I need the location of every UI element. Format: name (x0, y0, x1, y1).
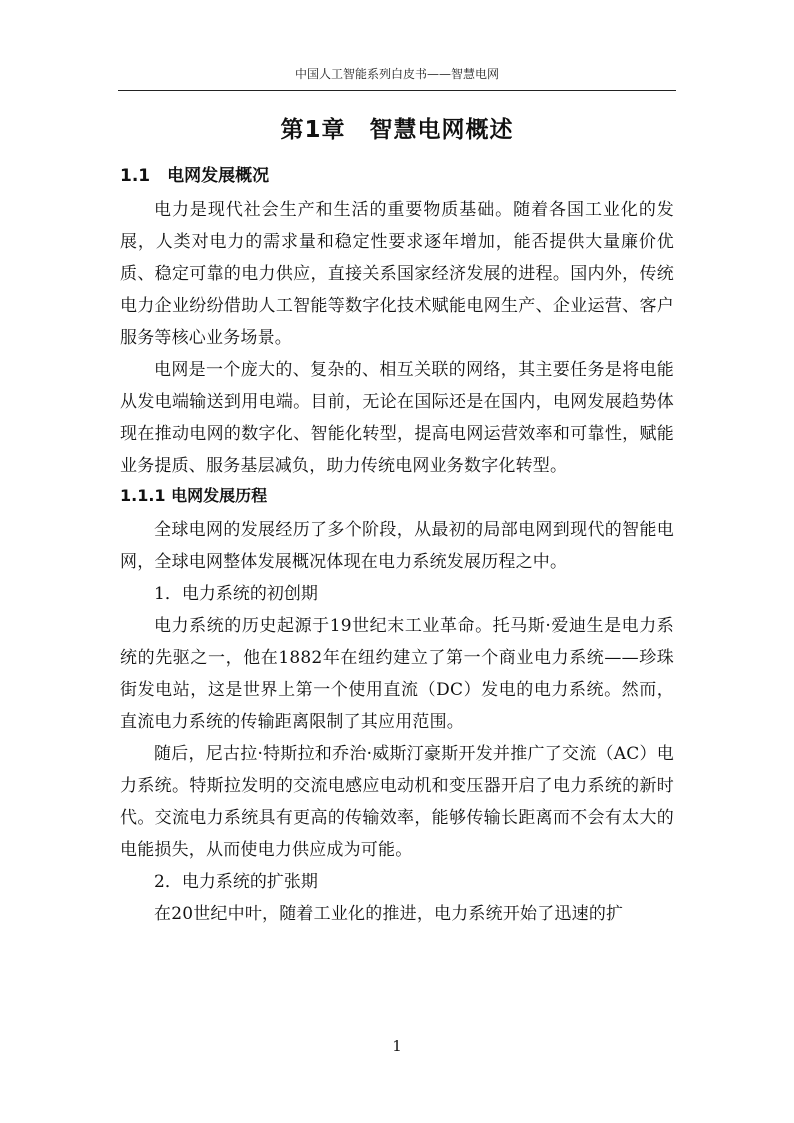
paragraph: 在20世纪中叶，随着工业化的推进，电力系统开始了迅速的扩 (154, 904, 624, 924)
page-body (120, 104, 674, 930)
paragraph: 电力是现代社会生产和生活的重要物质基础。随着各国工业化的发展，人类对电力的需求量和稳定性要求逐年增加，能否提供大量廉价优质、稳定可靠的电力供应，直接关系国家经济发展的进程。国内外，传统电力企业纷纷借助人工智能等数字化技术赋能电网生产、企业运营、客户服务等核心业务场景。 (120, 200, 674, 348)
subsection-heading: 1.1.1 电网发展历程 (120, 486, 268, 505)
paragraph: 电力系统的历史起源于19世纪末工业革命。托马斯·爱迪生是电力系统的先驱之一，他在1882年在纽约建立了第一个商业电力系统——珍珠街发电站，这是世界上第一个使用直流（DC）发电的电力系统。然而，直流电力系统的传输距离限制了其应用范围。 (120, 616, 674, 732)
header-divider (118, 90, 676, 91)
running-header: 中国人工智能系列白皮书——智慧电网 (294, 67, 499, 81)
section-heading: 1.1 电网发展概况 (120, 166, 270, 186)
page-number: 1 (392, 1037, 402, 1055)
list-item-title: 1．电力系统的初创期 (154, 584, 318, 604)
paragraph: 电网是一个庞大的、复杂的、相互关联的网络，其主要任务是将电能从发电端输送到用电端。目前，无论在国际还是在国内，电网发展趋势体现在推动电网的数字化、智能化转型，提高电网运营效率和可靠性，赋能业务提质、服务基层减负，助力传统电网业务数字化转型。 (120, 360, 674, 476)
paragraph: 全球电网的发展经历了多个阶段，从最初的局部电网到现代的智能电网，全球电网整体发展概况体现在电力系统发展历程之中。 (120, 520, 674, 572)
paragraph: 随后，尼古拉·特斯拉和乔治·威斯汀豪斯开发并推广了交流（AC）电力系统。特斯拉发明的交流电感应电动机和变压器开启了电力系统的新时代。交流电力系统具有更高的传输效率，能够传输长距离而不会有太大的电能损失，从而使电力供应成为可能。 (120, 744, 674, 860)
chapter-title: 第1章 智慧电网概述 (280, 117, 514, 143)
list-item-title: 2．电力系统的扩张期 (154, 872, 318, 892)
